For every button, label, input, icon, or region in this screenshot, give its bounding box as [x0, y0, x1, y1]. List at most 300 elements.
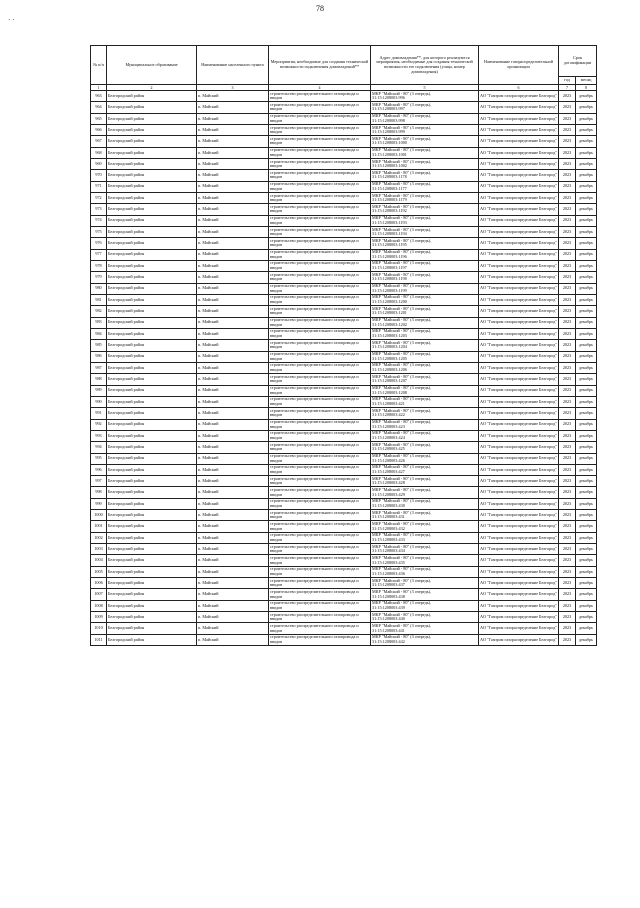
header-settlement: Наименование населенного пункта — [197, 46, 269, 85]
month-cell: декабрь — [576, 147, 597, 158]
cadastral-number: 31:15:1208003:1000 — [372, 140, 407, 146]
column-number: 8 — [576, 85, 597, 91]
settlement-cell: п. Майский — [197, 136, 269, 147]
district-cell: Белгородский район — [107, 430, 197, 441]
row-number: 978 — [91, 260, 107, 271]
organization-cell: АО "Газпром газораспределение Белгород" — [479, 510, 559, 521]
address-cell — [371, 215, 479, 226]
settlement-cell: п. Майский — [197, 328, 269, 339]
row-number: 989 — [91, 385, 107, 396]
cadastral-number: 31:15:1208003:442 — [372, 638, 405, 644]
district-cell: Белгородский район — [107, 192, 197, 203]
row-number: 972 — [91, 192, 107, 203]
address-cell — [371, 521, 479, 532]
measure-cell: строительство распределительного газопровода и вводов — [269, 181, 371, 192]
address-prefix: МКР "Майский - 80" (3 очередь), — [372, 271, 432, 277]
year-cell: 2023 — [559, 294, 576, 305]
row-number: 968 — [91, 147, 107, 158]
table-row — [91, 272, 597, 283]
address-prefix: МКР "Майский - 80" (3 очередь), — [372, 226, 432, 232]
settlement-cell: п. Майский — [197, 340, 269, 351]
organization-cell: АО "Газпром газораспределение Белгород" — [479, 362, 559, 373]
cadastral-number: 31:15:1208003:1195 — [372, 242, 407, 248]
district-cell: Белгородский район — [107, 532, 197, 543]
year-cell: 2023 — [559, 555, 576, 566]
address-cell — [371, 272, 479, 283]
row-number: 1004 — [91, 555, 107, 566]
cadastral-number: 31:15:1208003:1206 — [372, 367, 407, 373]
address-cell — [371, 124, 479, 135]
cadastral-number: 31:15:1208003:1196 — [372, 253, 407, 259]
district-cell: Белгородский район — [107, 396, 197, 407]
organization-cell: АО "Газпром газораспределение Белгород" — [479, 532, 559, 543]
header-no: № п/п — [91, 46, 107, 85]
year-cell: 2023 — [559, 272, 576, 283]
measure-cell: строительство распределительного газопровода и вводов — [269, 226, 371, 237]
cadastral-number: 31:15:1208003:435 — [372, 559, 405, 565]
cadastral-number: 31:15:1208003:427 — [372, 468, 405, 474]
year-cell: 2023 — [559, 124, 576, 135]
month-cell: декабрь — [576, 260, 597, 271]
month-cell: декабрь — [576, 272, 597, 283]
cadastral-number: 31:15:1208003:423 — [372, 423, 405, 429]
row-number: 964 — [91, 102, 107, 113]
year-cell: 2023 — [559, 464, 576, 475]
table-row — [91, 476, 597, 487]
month-cell: декабрь — [576, 306, 597, 317]
month-cell: декабрь — [576, 192, 597, 203]
measure-cell: строительство распределительного газопровода и вводов — [269, 351, 371, 362]
row-number: 974 — [91, 215, 107, 226]
row-number: 993 — [91, 430, 107, 441]
district-cell: Белгородский район — [107, 170, 197, 181]
settlement-cell: п. Майский — [197, 317, 269, 328]
address-prefix: МКР "Майский - 80" (3 очередь), — [372, 543, 432, 549]
table-row — [91, 566, 597, 577]
table-row — [91, 498, 597, 509]
cadastral-number: 31:15:1208003:996 — [372, 95, 405, 101]
address-prefix: МКР "Майский - 80" (3 очередь), — [372, 237, 432, 243]
table-row — [91, 510, 597, 521]
year-cell: 2023 — [559, 566, 576, 577]
district-cell: Белгородский район — [107, 102, 197, 113]
address-cell — [371, 340, 479, 351]
cadastral-number: 31:15:1208003:1193 — [372, 219, 407, 225]
measure-cell: строительство распределительного газопровода и вводов — [269, 113, 371, 124]
cadastral-number: 31:15:1208003:997 — [372, 106, 405, 112]
table-row — [91, 385, 597, 396]
cadastral-number: 31:15:1208003:1204 — [372, 344, 407, 350]
organization-cell: АО "Газпром газораспределение Белгород" — [479, 498, 559, 509]
organization-cell: АО "Газпром газораспределение Белгород" — [479, 589, 559, 600]
table-row — [91, 328, 597, 339]
row-number: 1006 — [91, 578, 107, 589]
settlement-cell: п. Майский — [197, 215, 269, 226]
address-prefix: МКР "Майский - 80" (3 очередь), — [372, 487, 432, 493]
cadastral-number: 31:15:1208003:999 — [372, 129, 405, 135]
year-cell: 2023 — [559, 476, 576, 487]
month-cell: декабрь — [576, 476, 597, 487]
address-cell — [371, 102, 479, 113]
organization-cell: АО "Газпром газораспределение Белгород" — [479, 317, 559, 328]
measure-cell: строительство распределительного газопровода и вводов — [269, 170, 371, 181]
year-cell: 2023 — [559, 283, 576, 294]
year-cell: 2023 — [559, 419, 576, 430]
row-number: 963 — [91, 91, 107, 102]
month-cell: декабрь — [576, 113, 597, 124]
organization-cell: АО "Газпром газораспределение Белгород" — [479, 306, 559, 317]
row-number: 1003 — [91, 544, 107, 555]
table-row — [91, 408, 597, 419]
gasification-table — [90, 45, 597, 646]
measure-cell: строительство распределительного газопровода и вводов — [269, 532, 371, 543]
address-prefix: МКР "Майский - 80" (3 очередь), — [372, 566, 432, 572]
row-number: 1005 — [91, 566, 107, 577]
year-cell: 2023 — [559, 532, 576, 543]
row-number: 986 — [91, 351, 107, 362]
address-prefix: МКР "Майский - 80" (3 очередь), — [372, 362, 432, 368]
settlement-cell: п. Майский — [197, 612, 269, 623]
organization-cell: АО "Газпром газораспределение Белгород" — [479, 215, 559, 226]
organization-cell: АО "Газпром газораспределение Белгород" — [479, 283, 559, 294]
year-cell: 2023 — [559, 249, 576, 260]
row-number: 988 — [91, 374, 107, 385]
row-number: 979 — [91, 272, 107, 283]
cadastral-number: 31:15:1208003:1179 — [372, 197, 407, 203]
table-row — [91, 260, 597, 271]
cadastral-number: 31:15:1208003:437 — [372, 582, 405, 588]
year-cell: 2023 — [559, 340, 576, 351]
row-number: 996 — [91, 464, 107, 475]
year-cell: 2023 — [559, 181, 576, 192]
cadastral-number: 31:15:1208003:1201 — [372, 310, 407, 316]
address-cell — [371, 113, 479, 124]
cadastral-number: 31:15:1208003:434 — [372, 548, 405, 554]
cadastral-number: 31:15:1208003:1178 — [372, 174, 407, 180]
address-prefix: МКР "Майский - 80" (3 очередь), — [372, 147, 432, 153]
organization-cell: АО "Газпром газораспределение Белгород" — [479, 430, 559, 441]
month-cell: декабрь — [576, 544, 597, 555]
address-cell — [371, 283, 479, 294]
year-cell: 2023 — [559, 91, 576, 102]
address-cell — [371, 544, 479, 555]
address-cell — [371, 453, 479, 464]
address-prefix: МКР "Майский - 80" (3 очередь), — [372, 385, 432, 391]
district-cell: Белгородский район — [107, 442, 197, 453]
address-cell — [371, 498, 479, 509]
table-row — [91, 634, 597, 645]
row-number: 991 — [91, 408, 107, 419]
month-cell: декабрь — [576, 430, 597, 441]
address-prefix: МКР "Майский - 80" (3 очередь), — [372, 600, 432, 606]
settlement-cell: п. Майский — [197, 147, 269, 158]
measure-cell: строительство распределительного газопровода и вводов — [269, 510, 371, 521]
month-cell: декабрь — [576, 204, 597, 215]
organization-cell: АО "Газпром газораспределение Белгород" — [479, 192, 559, 203]
district-cell: Белгородский район — [107, 249, 197, 260]
address-cell — [371, 91, 479, 102]
measure-cell: строительство распределительного газопровода и вводов — [269, 487, 371, 498]
address-prefix: МКР "Майский - 80" (3 очередь), — [372, 294, 432, 300]
month-cell: декабрь — [576, 612, 597, 623]
month-cell: декабрь — [576, 634, 597, 645]
address-cell — [371, 487, 479, 498]
header-address: Адрес домовладения**, для которого реализуются мероприятия, необходимые для создания технической возможности его подключения (улица, номер домовладения) — [371, 46, 479, 85]
address-cell — [371, 306, 479, 317]
organization-cell: АО "Газпром газораспределение Белгород" — [479, 294, 559, 305]
measure-cell: строительство распределительного газопровода и вводов — [269, 396, 371, 407]
cadastral-number: 31:15:1208003:1194 — [372, 231, 407, 237]
district-cell: Белгородский район — [107, 408, 197, 419]
organization-cell: АО "Газпром газораспределение Белгород" — [479, 600, 559, 611]
address-cell — [371, 362, 479, 373]
table-row — [91, 612, 597, 623]
year-cell: 2023 — [559, 317, 576, 328]
year-cell: 2023 — [559, 158, 576, 169]
table-row — [91, 306, 597, 317]
measure-cell: строительство распределительного газопровода и вводов — [269, 521, 371, 532]
district-cell: Белгородский район — [107, 238, 197, 249]
district-cell: Белгородский район — [107, 385, 197, 396]
district-cell: Белгородский район — [107, 215, 197, 226]
row-number: 1001 — [91, 521, 107, 532]
month-cell: декабрь — [576, 578, 597, 589]
address-cell — [371, 555, 479, 566]
cadastral-number: 31:15:1208003:1197 — [372, 265, 407, 271]
page-number: 78 — [316, 4, 324, 13]
settlement-cell: п. Майский — [197, 124, 269, 135]
table-row — [91, 442, 597, 453]
organization-cell: АО "Газпром газораспределение Белгород" — [479, 351, 559, 362]
address-prefix: МКР "Майский - 80" (3 очередь), — [372, 622, 432, 628]
year-cell: 2023 — [559, 544, 576, 555]
district-cell: Белгородский район — [107, 294, 197, 305]
cadastral-number: 31:15:1208003:1202 — [372, 321, 407, 327]
month-cell: декабрь — [576, 158, 597, 169]
table-row — [91, 544, 597, 555]
month-cell: декабрь — [576, 510, 597, 521]
settlement-cell: п. Майский — [197, 566, 269, 577]
table-row — [91, 204, 597, 215]
row-number: 987 — [91, 362, 107, 373]
cadastral-number: 31:15:1208003:439 — [372, 604, 405, 610]
district-cell: Белгородский район — [107, 589, 197, 600]
organization-cell: АО "Газпром газораспределение Белгород" — [479, 385, 559, 396]
organization-cell: АО "Газпром газораспределение Белгород" — [479, 544, 559, 555]
measure-cell: строительство распределительного газопровода и вводов — [269, 102, 371, 113]
year-cell: 2023 — [559, 170, 576, 181]
district-cell: Белгородский район — [107, 555, 197, 566]
cadastral-number: 31:15:1208003:426 — [372, 457, 405, 463]
address-prefix: МКР "Майский - 80" (3 очередь), — [372, 498, 432, 504]
row-number: 992 — [91, 419, 107, 430]
organization-cell: АО "Газпром газораспределение Белгород" — [479, 170, 559, 181]
district-cell: Белгородский район — [107, 328, 197, 339]
district-cell: Белгородский район — [107, 510, 197, 521]
district-cell: Белгородский район — [107, 351, 197, 362]
cadastral-number: 31:15:1208003:436 — [372, 570, 405, 576]
month-cell: декабрь — [576, 328, 597, 339]
cadastral-number: 31:15:1208003:998 — [372, 117, 405, 123]
organization-cell: АО "Газпром газораспределение Белгород" — [479, 136, 559, 147]
district-cell: Белгородский район — [107, 578, 197, 589]
table-row — [91, 396, 597, 407]
district-cell: Белгородский район — [107, 124, 197, 135]
district-cell: Белгородский район — [107, 634, 197, 645]
address-cell — [371, 408, 479, 419]
measure-cell: строительство распределительного газопровода и вводов — [269, 260, 371, 271]
district-cell: Белгородский район — [107, 317, 197, 328]
settlement-cell: п. Майский — [197, 362, 269, 373]
cadastral-number: 31:15:1208003:1205 — [372, 355, 407, 361]
table-row — [91, 589, 597, 600]
district-cell: Белгородский район — [107, 204, 197, 215]
table-header — [91, 46, 597, 91]
table-row — [91, 136, 597, 147]
cadastral-number: 31:15:1208003:1177 — [372, 185, 407, 191]
row-number: 984 — [91, 328, 107, 339]
address-cell — [371, 634, 479, 645]
address-prefix: МКР "Майский - 80" (3 очередь), — [372, 192, 432, 198]
year-cell: 2023 — [559, 102, 576, 113]
address-prefix: МКР "Майский - 80" (3 очередь), — [372, 453, 432, 459]
cadastral-number: 31:15:1208003:1199 — [372, 287, 407, 293]
table-row — [91, 362, 597, 373]
measure-cell: строительство распределительного газопровода и вводов — [269, 544, 371, 555]
month-cell: декабрь — [576, 521, 597, 532]
address-prefix: МКР "Майский - 80" (3 очередь), — [372, 396, 432, 402]
settlement-cell: п. Майский — [197, 192, 269, 203]
measure-cell: строительство распределительного газопровода и вводов — [269, 634, 371, 645]
table-row — [91, 283, 597, 294]
address-cell — [371, 204, 479, 215]
settlement-cell: п. Майский — [197, 476, 269, 487]
address-cell — [371, 464, 479, 475]
row-number: 971 — [91, 181, 107, 192]
month-cell: декабрь — [576, 408, 597, 419]
address-prefix: МКР "Майский - 80" (3 очередь), — [372, 101, 432, 107]
cadastral-number: 31:15:1208003:1192 — [372, 208, 407, 214]
settlement-cell: п. Майский — [197, 464, 269, 475]
measure-cell: строительство распределительного газопровода и вводов — [269, 464, 371, 475]
district-cell: Белгородский район — [107, 453, 197, 464]
table-row — [91, 419, 597, 430]
measure-cell: строительство распределительного газопровода и вводов — [269, 204, 371, 215]
cadastral-number: 31:15:1208003:1198 — [372, 276, 407, 282]
address-prefix: МКР "Майский - 80" (3 очередь), — [372, 464, 432, 470]
year-cell: 2023 — [559, 226, 576, 237]
row-number: 975 — [91, 226, 107, 237]
address-prefix: МКР "Майский - 80" (3 очередь), — [372, 430, 432, 436]
address-cell — [371, 238, 479, 249]
address-prefix: МКР "Майский - 80" (3 очередь), — [372, 407, 432, 413]
settlement-cell: п. Майский — [197, 226, 269, 237]
address-cell — [371, 249, 479, 260]
organization-cell: АО "Газпром газораспределение Белгород" — [479, 181, 559, 192]
organization-cell: АО "Газпром газораспределение Белгород" — [479, 238, 559, 249]
settlement-cell: п. Майский — [197, 430, 269, 441]
year-cell: 2023 — [559, 306, 576, 317]
address-cell — [371, 589, 479, 600]
organization-cell: АО "Газпром газораспределение Белгород" — [479, 612, 559, 623]
organization-cell: АО "Газпром газораспределение Белгород" — [479, 634, 559, 645]
address-cell — [371, 192, 479, 203]
row-number: 969 — [91, 158, 107, 169]
address-prefix: МКР "Майский - 80" (3 очередь), — [372, 169, 432, 175]
row-number: 982 — [91, 306, 107, 317]
cadastral-number: 31:15:1208003:425 — [372, 446, 405, 452]
district-cell: Белгородский район — [107, 272, 197, 283]
month-cell: декабрь — [576, 317, 597, 328]
measure-cell: строительство распределительного газопровода и вводов — [269, 283, 371, 294]
year-cell: 2023 — [559, 147, 576, 158]
row-number: 1010 — [91, 623, 107, 634]
address-cell — [371, 396, 479, 407]
row-number: 994 — [91, 442, 107, 453]
year-cell: 2023 — [559, 113, 576, 124]
table-row — [91, 578, 597, 589]
organization-cell: АО "Газпром газораспределение Белгород" — [479, 566, 559, 577]
district-cell: Белгородский район — [107, 612, 197, 623]
settlement-cell: п. Майский — [197, 385, 269, 396]
header-organization: Наименование газораспределительной организации — [479, 46, 559, 85]
settlement-cell: п. Майский — [197, 634, 269, 645]
district-cell: Белгородский район — [107, 419, 197, 430]
organization-cell: АО "Газпром газораспределение Белгород" — [479, 396, 559, 407]
measure-cell: строительство распределительного газопровода и вводов — [269, 578, 371, 589]
organization-cell: АО "Газпром газораспределение Белгород" — [479, 555, 559, 566]
table-row — [91, 170, 597, 181]
address-cell — [371, 158, 479, 169]
year-cell: 2023 — [559, 498, 576, 509]
district-cell: Белгородский район — [107, 464, 197, 475]
settlement-cell: п. Майский — [197, 623, 269, 634]
organization-cell: АО "Газпром газораспределение Белгород" — [479, 147, 559, 158]
table-row — [91, 374, 597, 385]
table-row — [91, 600, 597, 611]
address-prefix: МКР "Майский - 80" (3 очередь), — [372, 90, 432, 96]
month-cell: декабрь — [576, 340, 597, 351]
cadastral-number: 31:15:1208003:1200 — [372, 299, 407, 305]
table-row — [91, 351, 597, 362]
measure-cell: строительство распределительного газопровода и вводов — [269, 158, 371, 169]
measure-cell: строительство распределительного газопровода и вводов — [269, 498, 371, 509]
organization-cell: АО "Газпром газораспределение Белгород" — [479, 487, 559, 498]
cadastral-number: 31:15:1208003:1203 — [372, 333, 407, 339]
organization-cell: АО "Газпром газораспределение Белгород" — [479, 249, 559, 260]
measure-cell: строительство распределительного газопровода и вводов — [269, 249, 371, 260]
address-cell — [371, 136, 479, 147]
organization-cell: АО "Газпром газораспределение Белгород" — [479, 578, 559, 589]
settlement-cell: п. Майский — [197, 532, 269, 543]
measure-cell: строительство распределительного газопровода и вводов — [269, 566, 371, 577]
year-cell: 2023 — [559, 487, 576, 498]
year-cell: 2023 — [559, 374, 576, 385]
measure-cell: строительство распределительного газопровода и вводов — [269, 442, 371, 453]
address-cell — [371, 419, 479, 430]
measure-cell: строительство распределительного газопровода и вводов — [269, 374, 371, 385]
address-prefix: МКР "Майский - 80" (3 очередь), — [372, 634, 432, 640]
table-row — [91, 113, 597, 124]
month-cell: декабрь — [576, 102, 597, 113]
settlement-cell: п. Майский — [197, 498, 269, 509]
settlement-cell: п. Майский — [197, 510, 269, 521]
organization-cell: АО "Газпром газораспределение Белгород" — [479, 102, 559, 113]
table-row — [91, 521, 597, 532]
header-month: месяц — [576, 77, 597, 85]
district-cell: Белгородский район — [107, 566, 197, 577]
address-prefix: МКР "Майский - 80" (3 очередь), — [372, 441, 432, 447]
